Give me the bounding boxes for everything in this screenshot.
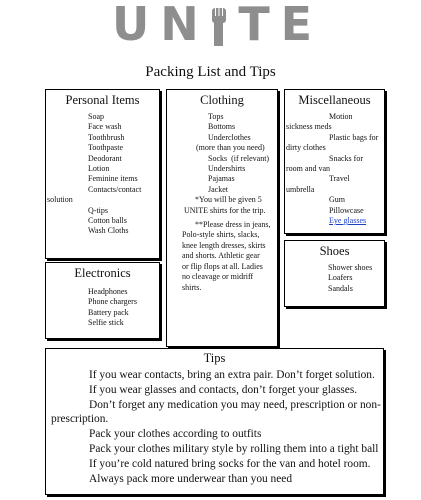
list-item: Bottoms — [208, 122, 236, 132]
list-item: Don’t forget any medication you may need, prescription or non- — [89, 398, 381, 411]
list-item: Wash Cloths — [88, 226, 129, 236]
list-item: Phone chargers — [88, 297, 137, 307]
list-item: **Please dress in jeans, — [195, 220, 271, 230]
list-item: Tops — [208, 112, 224, 121]
list-item: shirts. — [182, 282, 202, 292]
list-item: Q-tips — [88, 205, 108, 215]
shoes-list — [328, 263, 372, 294]
list-item: Pack your clothes military style by rolling them into a tight ball — [89, 442, 379, 455]
list-item: dirty clothes — [286, 143, 326, 153]
tips-title: Tips — [203, 351, 226, 365]
unite-logo — [112, 0, 312, 51]
list-item: Lotion — [88, 164, 110, 174]
tips-list — [46, 368, 381, 486]
logo-letter: T — [238, 0, 270, 51]
list-item: Face wash — [88, 122, 122, 132]
list-item: and shorts. Athletic gear — [182, 251, 260, 261]
list-item: Feminine items — [88, 174, 138, 184]
list-item: Jacket — [208, 184, 228, 194]
electronics-box — [45, 262, 160, 339]
list-item: sickness meds — [286, 122, 332, 132]
list-item: Toothbrush — [88, 132, 125, 142]
clothing-list — [167, 112, 277, 293]
list-item: Pajamas — [208, 174, 235, 184]
miscellaneous-title: Miscellaneous — [298, 93, 371, 107]
list-item: Contacts/contact — [88, 184, 142, 194]
list-item: (more than you need) — [196, 143, 265, 153]
list-item: Selfie stick — [88, 318, 124, 328]
list-item: Pillowcase — [329, 205, 364, 215]
list-item: If you wear contacts, bring an extra pair. Don’t forget solution. — [89, 369, 375, 381]
electronics-title: Electronics — [74, 266, 131, 280]
list-item: Snacks for — [329, 153, 363, 163]
list-item: Gum — [329, 195, 345, 205]
list-item: Deodorant — [88, 153, 122, 163]
list-item: Plastic bags for — [329, 132, 379, 142]
personal-items-title: Personal Items — [65, 93, 140, 107]
list-item: Loafers — [328, 273, 353, 283]
logo-letter: U — [112, 0, 150, 51]
personal-items-list — [47, 112, 141, 237]
list-item: Soap — [88, 112, 104, 121]
list-item: *You will be given 5 — [195, 195, 262, 205]
list-item: prescription. — [51, 413, 109, 426]
list-item: Polo-style shirts, slacks, — [182, 230, 260, 240]
raised-fist-icon — [210, 2, 228, 46]
list-item: Always pack more underwear than you need — [89, 472, 293, 485]
list-item: If you’re cold natured bring socks for the van and hotel room. — [89, 457, 371, 470]
list-item: UNITE shirts for the trip. — [184, 205, 266, 215]
list-item: Battery pack — [88, 307, 129, 317]
personal-items-box — [45, 89, 160, 259]
list-item: knee length dresses, skirts — [182, 240, 266, 250]
list-item — [286, 216, 378, 226]
logo-letter: N — [160, 0, 199, 51]
clothing-box — [166, 89, 278, 347]
list-item: Shower shoes — [328, 263, 373, 272]
eye-glasses-link[interactable]: Eye glasses — [329, 216, 367, 226]
list-item: Pack your clothes according to outfits — [89, 428, 262, 441]
list-item: umbrella — [286, 184, 315, 194]
list-item: Underclothes — [208, 132, 251, 142]
list-item: Sandals — [328, 283, 353, 293]
shoes-title: Shoes — [319, 244, 350, 258]
list-item: Headphones — [88, 287, 128, 296]
shoes-box — [284, 240, 385, 307]
clothing-title: Clothing — [200, 93, 244, 107]
list-item: no cleavage or midriff — [182, 272, 254, 282]
list-item: room and van — [286, 164, 330, 174]
list-item: or flip flops at all. Ladies — [182, 261, 263, 271]
list-item: solution — [47, 195, 73, 205]
list-item: Undershirts — [208, 164, 246, 174]
list-item: Motion — [329, 112, 353, 121]
list-item: Toothpaste — [88, 143, 123, 153]
list-item: Cotton balls — [88, 216, 127, 226]
list-item: Socks (if relevant) — [208, 153, 270, 163]
page-title: Packing List and Tips — [145, 64, 276, 80]
tips-box — [45, 348, 384, 495]
list-item: Travel — [329, 174, 350, 184]
miscellaneous-list — [286, 112, 378, 226]
electronics-list — [88, 287, 137, 329]
list-item: If you wear glasses and contacts, don’t forget your glasses. — [89, 383, 358, 396]
miscellaneous-box — [284, 89, 385, 234]
logo-letter: E — [280, 0, 312, 51]
